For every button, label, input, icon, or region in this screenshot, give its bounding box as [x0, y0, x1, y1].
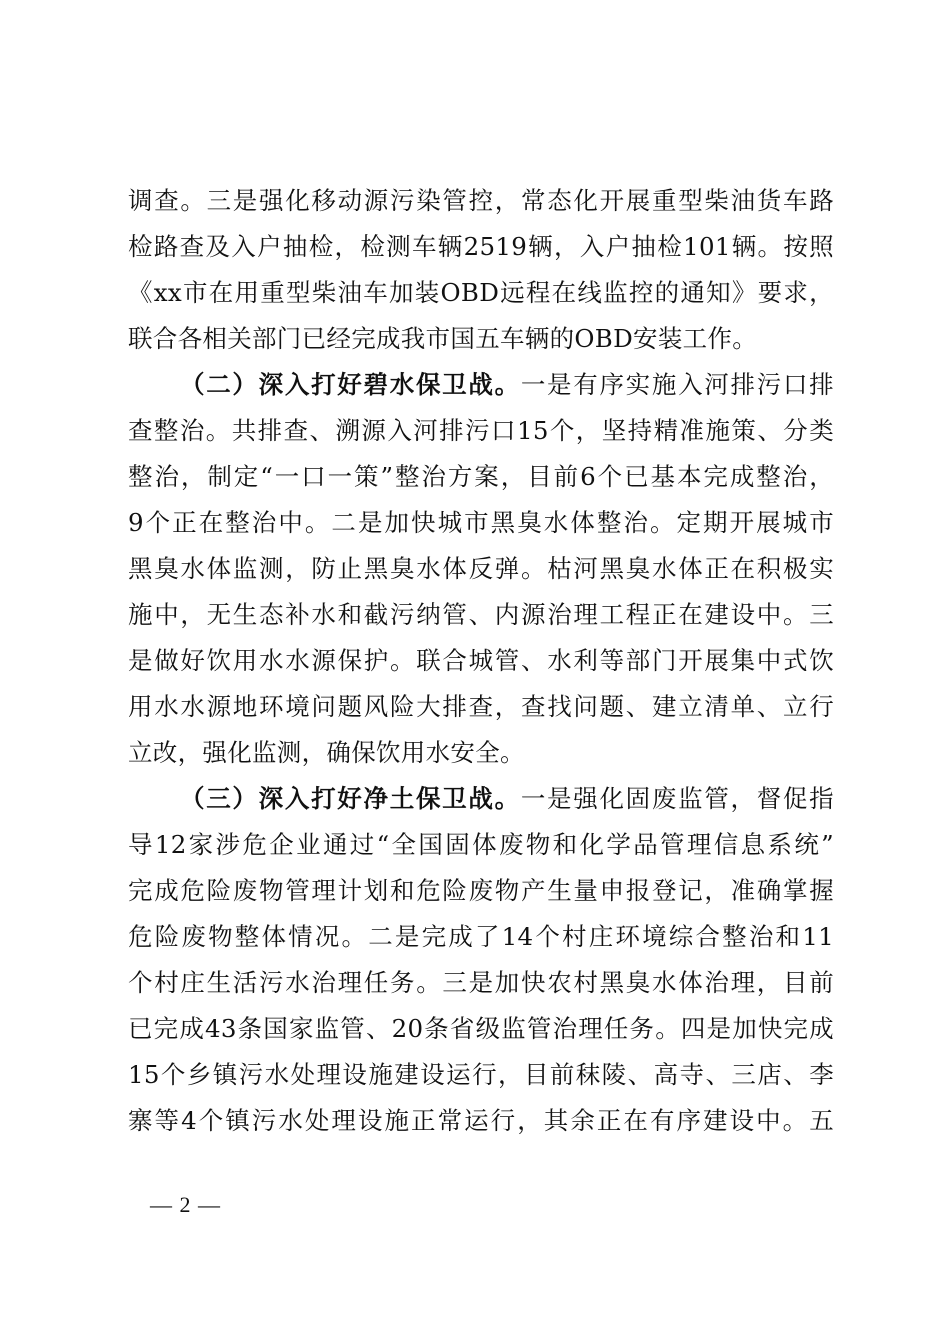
body-line: 检路查及入户抽检，检测车辆2519辆，入户抽检101辆。按照 — [128, 232, 834, 261]
section-2-heading: （二）深入打好碧水保卫战。 — [180, 370, 521, 399]
body-line: 调查。三是强化移动源污染管控，常态化开展重型柴油货车路 — [128, 186, 834, 215]
page-number: — 2 — — [150, 1192, 221, 1217]
body-line: 9个正在整治中。二是加快城市黑臭水体整治。定期开展城市 — [128, 508, 834, 537]
section-3-first-line — [128, 776, 834, 822]
body-line: 寨等4个镇污水处理设施正常运行，其余正在有序建设中。五 — [128, 1106, 834, 1135]
body-line: 15个乡镇污水处理设施建设运行，目前秣陵、高寺、三店、李 — [128, 1060, 834, 1089]
body-line: 是做好饮用水水源保护。联合城管、水利等部门开展集中式饮 — [128, 646, 834, 675]
body-line: 黑臭水体监测，防止黑臭水体反弹。枯河黑臭水体正在积极实 — [128, 554, 834, 583]
section-3-lead-text: 一是强化固废监管，督促指 — [520, 784, 834, 813]
body-line: 个村庄生活污水治理任务。三是加快农村黑臭水体治理，目前 — [128, 968, 834, 997]
body-line: 查整治。共排查、溯源入河排污口15个，坚持精准施策、分类 — [128, 416, 834, 445]
section-2-first-line — [128, 362, 834, 408]
section-2-lead-text: 一是有序实施入河排污口排 — [520, 370, 834, 399]
body-line: 用水水源地环境问题风险大排查，查找问题、建立清单、立行 — [128, 692, 834, 721]
body-line: 施中，无生态补水和截污纳管、内源治理工程正在建设中。三 — [128, 600, 834, 629]
body-line: 危险废物整体情况。二是完成了14个村庄环境综合整治和11 — [128, 922, 834, 951]
body-line: 导12家涉危企业通过“全国固体废物和化学品管理信息系统” — [128, 830, 834, 859]
body-line: 联合各相关部门已经完成我市国五车辆的OBD安装工作。 — [128, 324, 758, 353]
section-3-heading: （三）深入打好净土保卫战。 — [180, 784, 521, 813]
body-line: 已完成43条国家监管、20条省级监管治理任务。四是加快完成 — [128, 1014, 834, 1043]
body-line: 完成危险废物管理计划和危险废物产生量申报登记，准确掌握 — [128, 876, 834, 905]
body-line: 整治，制定“一口一策”整治方案，目前6个已基本完成整治， — [128, 462, 834, 491]
body-line: 立改，强化监测，确保饮用水安全。 — [128, 738, 525, 767]
document-body — [128, 178, 834, 1144]
body-line: 《xx市在用重型柴油车加装OBD远程在线监控的通知》要求， — [128, 278, 834, 307]
